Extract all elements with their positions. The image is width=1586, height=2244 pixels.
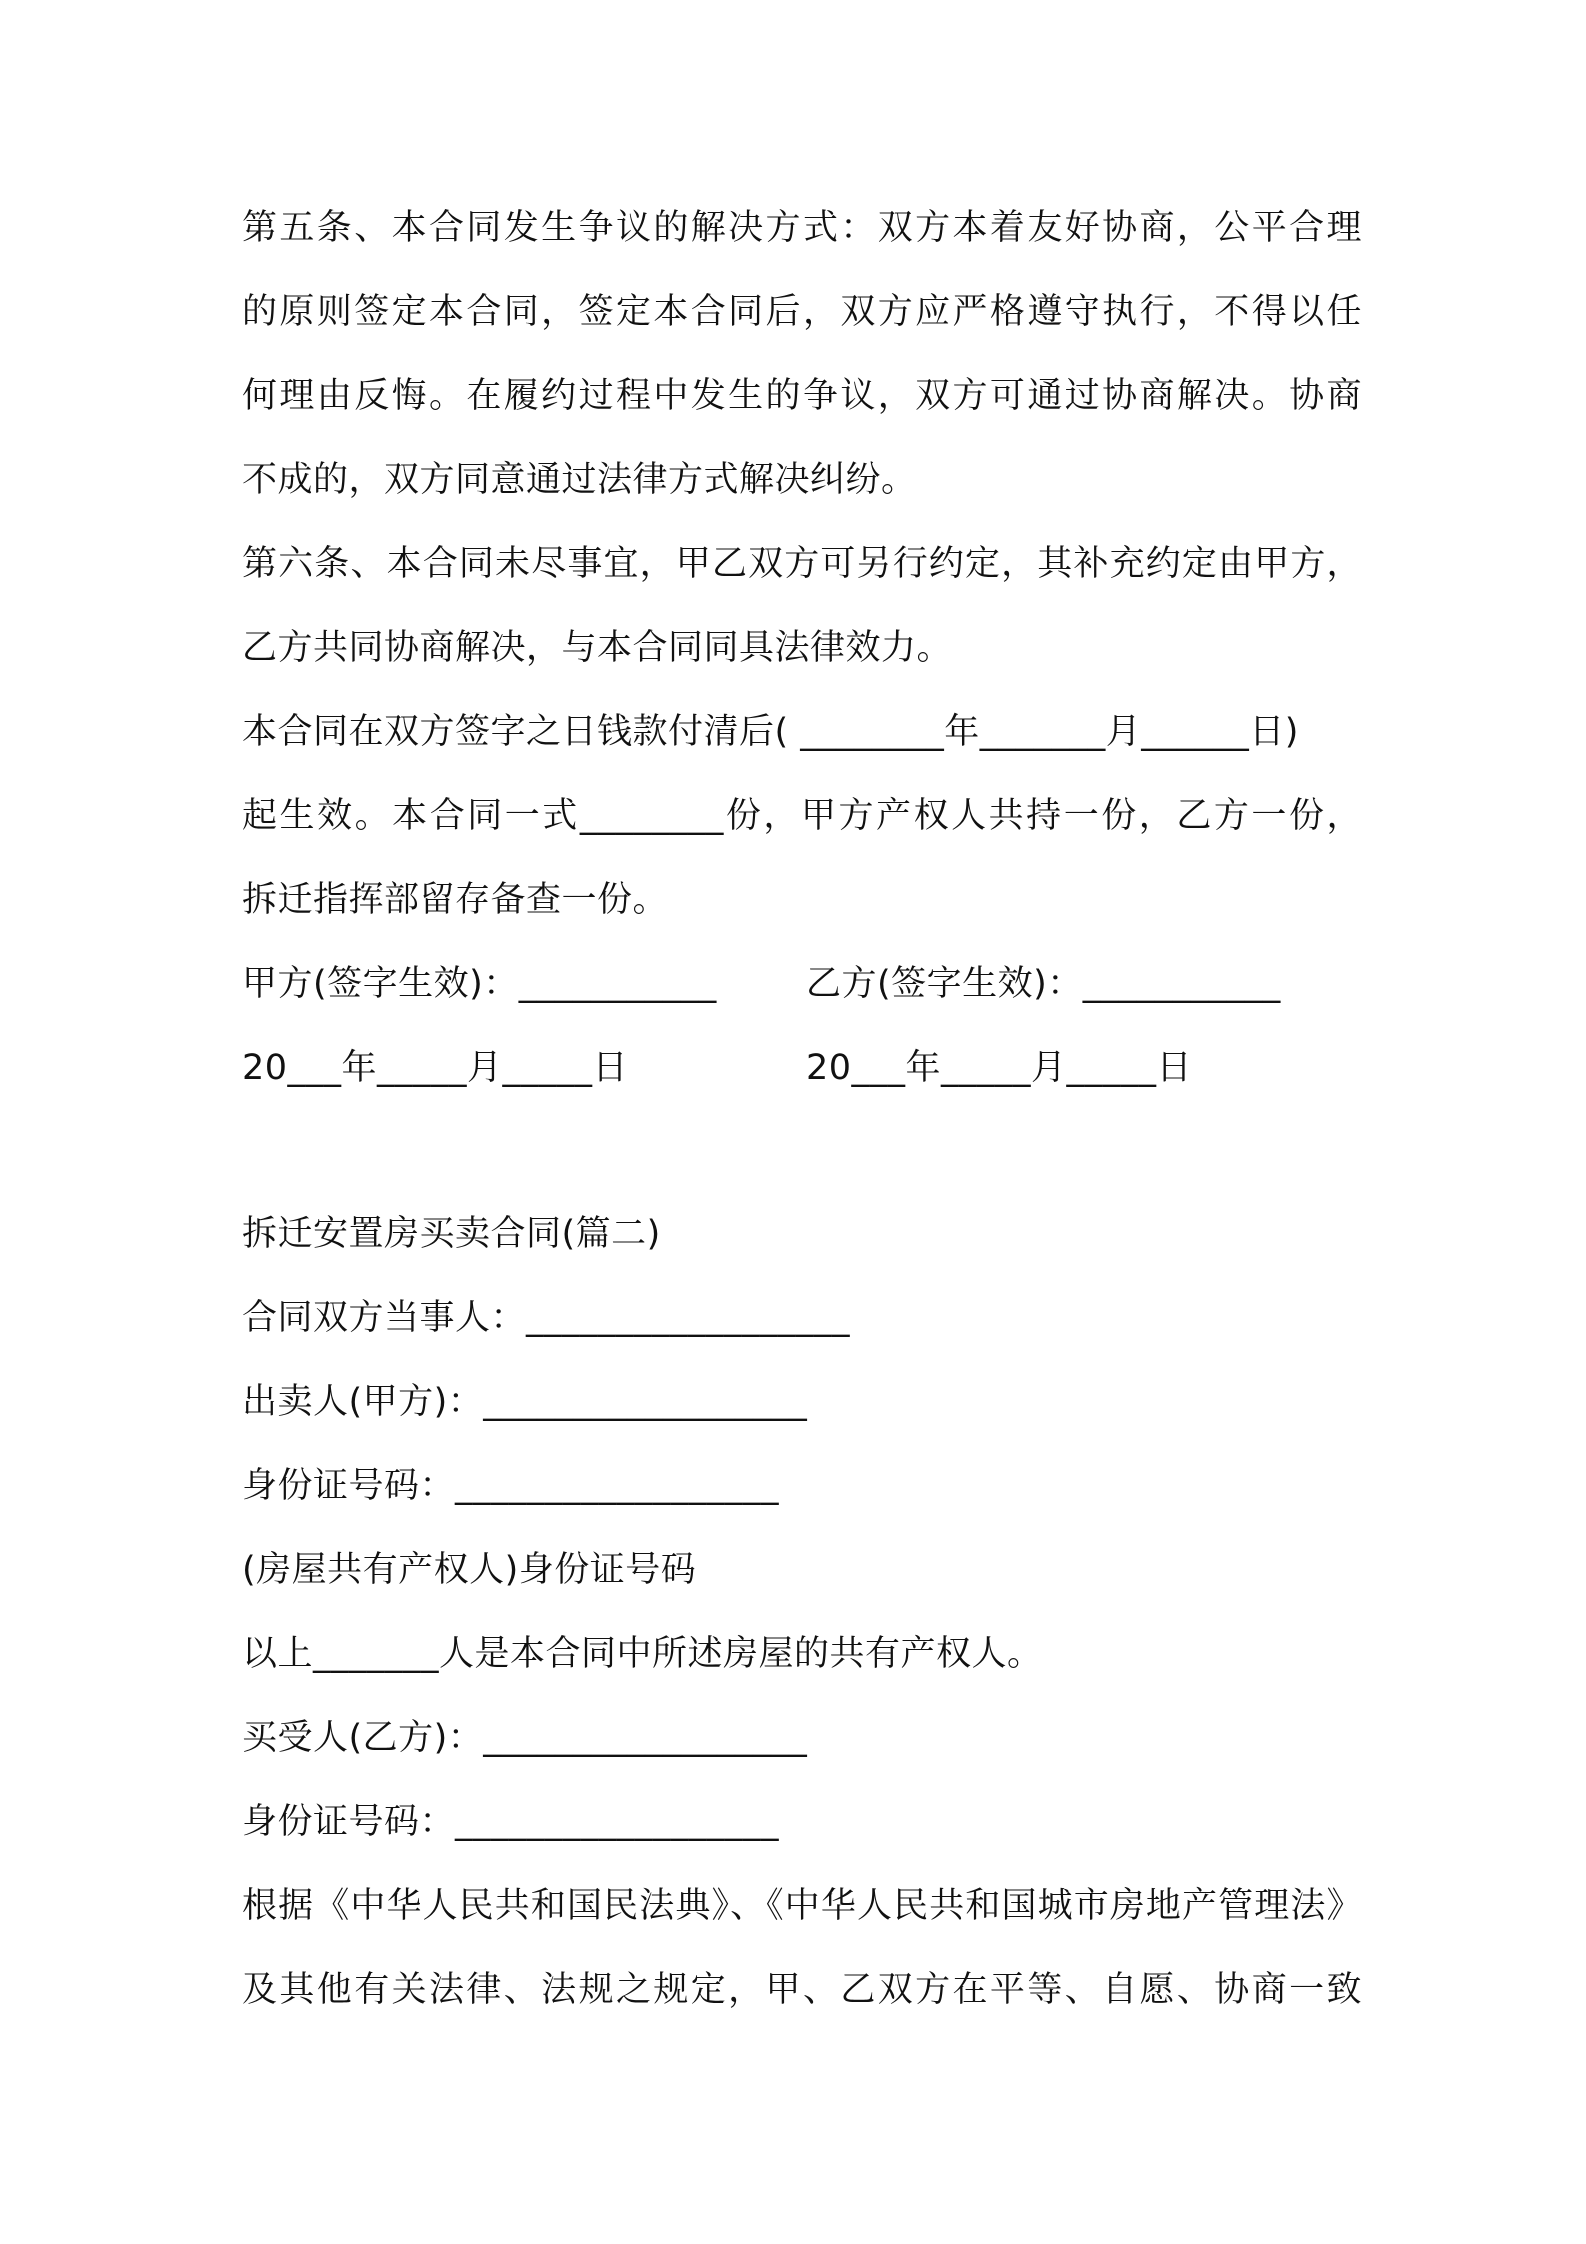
legal-basis-line-1: 根据《中华人民共和国民法典》、《中华人民共和国城市房地产管理法》 <box>242 1886 1362 1926</box>
clause-5-line-4: 不成的，双方同意通过法律方式解决纠纷。 <box>242 460 917 500</box>
clause-6-line-2: 乙方共同协商解决，与本合同同具法律效力。 <box>242 628 953 668</box>
effective-line-1: 本合同在双方签字之日钱款付清后( ________年_______月______日) <box>242 712 1299 752</box>
seller-line: 出卖人(甲方)：__________________ <box>242 1382 808 1422</box>
contract-parties-line: 合同双方当事人：__________________ <box>242 1298 851 1338</box>
clause-5-line-3: 何理由反悔。在履约过程中发生的争议，双方可通过协商解决。协商 <box>242 376 1362 416</box>
buyer-line: 买受人(乙方)：__________________ <box>242 1718 808 1758</box>
buyer-id-line: 身份证号码：__________________ <box>242 1802 780 1842</box>
clause-6-line-1: 第六条、本合同未尽事宜，甲乙双方可另行约定，其补充约定由甲方， <box>242 544 1362 584</box>
effective-line-2: 起生效。本合同一式________份，甲方产权人共持一份，乙方一份， <box>242 796 1362 836</box>
party-b-signature: 乙方(签字生效)：___________ <box>806 964 1281 1004</box>
effective-line-3: 拆迁指挥部留存备查一份。 <box>242 880 669 920</box>
seller-id-line: 身份证号码：__________________ <box>242 1466 780 1506</box>
legal-basis-line-2: 及其他有关法律、法规之规定，甲、乙双方在平等、自愿、协商一致 <box>242 1970 1362 2010</box>
section-2-title: 拆迁安置房买卖合同(篇二) <box>242 1214 661 1254</box>
signature-date-row <box>242 1046 1362 1090</box>
party-a-signature: 甲方(签字生效)：___________ <box>242 964 717 1004</box>
clause-5-line-2: 的原则签定本合同，签定本合同后，双方应严格遵守执行，不得以任 <box>242 292 1362 332</box>
co-owner-count-line: 以上_______人是本合同中所述房屋的共有产权人。 <box>242 1634 1043 1674</box>
clause-5-line-1: 第五条、本合同发生争议的解决方式：双方本着友好协商，公平合理 <box>242 208 1362 248</box>
party-b-date: 20___年_____月_____日 <box>806 1048 1193 1088</box>
signature-row <box>242 962 1362 1006</box>
co-owner-id-line: (房屋共有产权人)身份证号码 <box>242 1550 697 1590</box>
party-a-date: 20___年_____月_____日 <box>242 1048 629 1088</box>
